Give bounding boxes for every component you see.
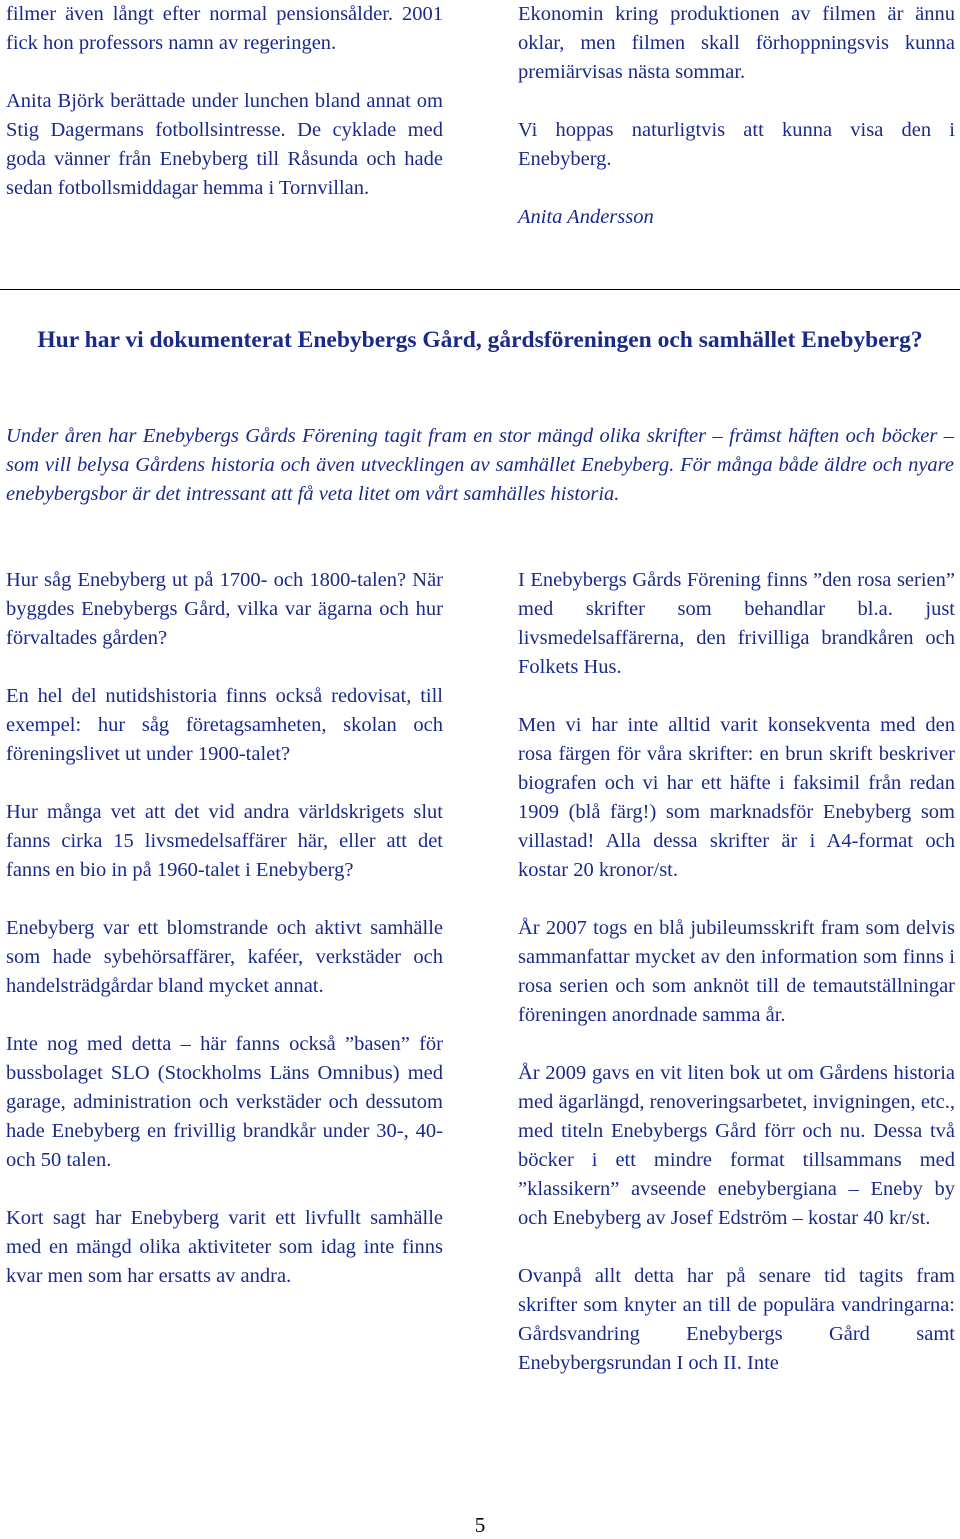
paragraph: Hur många vet att det vid andra världskrigets slut fanns cirka 15 livsmedelsaffärer här, eller att det fanns en bio in på 1960-talet i Enebyberg? [6, 801, 443, 881]
page-number: 5 [474, 1513, 486, 1537]
top-right-column [518, 0, 955, 232]
article-heading: Hur har vi dokumenterat Enebybergs Gård, gårdsföreningen och samhället Enebyberg? [37, 327, 923, 353]
author-signature: Anita Andersson [518, 206, 654, 228]
article-left-column [6, 566, 443, 1291]
article-intro: Under åren har Enebybergs Gårds Förening tagit fram en stor mängd olika skrifter – främst häften och böcker – som vill belysa Gårdens historia och även utvecklingen av samhället Enebyberg. För många både äldre och nyare enebybergsbor är det intressant att få veta litet om vårt samhälles historia. [6, 425, 954, 505]
paragraph: Kort sagt har Enebyberg varit ett livfullt samhälle med en mängd olika aktiviteter som idag inte finns kvar men som har ersatts av andra. [6, 1207, 443, 1287]
paragraph: Men vi har inte alltid varit konsekventa med den rosa färgen för våra skrifter: en brun skrift beskriver biografen och vi har ett häfte i faksimil från redan 1909 (blå färg!) som marknadsför Enebyberg som villastad! Alla dessa skrifter är i A4-format och kostar 20 kronor/st. [518, 714, 955, 881]
article-right-column [518, 566, 955, 1378]
paragraph: Hur såg Enebyberg ut på 1700- och 1800-talen? När byggdes Enebybergs Gård, vilka var ägarna och hur förvaltades gården? [6, 569, 443, 649]
paragraph: År 2007 togs en blå jubileumsskrift fram som delvis sammanfattar mycket av den information som finns i rosa serien och som anknöt till de temautställningar föreningen anordnade samma år. [518, 917, 955, 1026]
paragraph: Vi hoppas naturligtvis att kunna visa den i Enebyberg. [518, 119, 955, 170]
paragraph: Ovanpå allt detta har på senare tid tagits fram skrifter som knyter an till de populära vandringarna: Gårdsvandring Enebybergs Gård samt Enebybergsrundan I och II. Inte [518, 1265, 955, 1374]
paragraph: Inte nog med detta – här fanns också ”basen” för bussbolaget SLO (Stockholms Läns Omnibus) med garage, administration och verkstäder och dessutom hade Enebyberg en frivillig brandkår under 30-, 40- och 50 talen. [6, 1033, 443, 1171]
paragraph: Anita Björk berättade under lunchen bland annat om Stig Dagermans fotbollsintresse. De cyklade med goda vänner från Enebyberg till Råsunda och hade sedan fotbollsmiddagar hemma i Tornvillan. [6, 90, 443, 199]
paragraph: I Enebybergs Gårds Förening finns ”den rosa serien” med skrifter som behandlar bl.a. just livsmedelsaffärerna, den frivilliga brandkåren och Folkets Hus. [518, 569, 955, 678]
paragraph: År 2009 gavs en vit liten bok ut om Gårdens historia med ägarlängd, renoveringsarbetet, invigningen, etc., med titeln Enebybergs Gård förr och nu. Dessa två böcker i ett mindre format tillsammans med ”klassikern” avseende enebybergiana – Eneby by och Enebyberg av Josef Edström – kostar 40 kr/st. [518, 1062, 955, 1229]
paragraph: En hel del nutidshistoria finns också redovisat, till exempel: hur såg företagsamheten, skolan och föreningslivet ut under 1900-talet? [6, 685, 443, 765]
paragraph: filmer även långt efter normal pensionsålder. 2001 fick hon professors namn av regeringen. [6, 3, 443, 54]
paragraph: Ekonomin kring produktionen av filmen är ännu oklar, men filmen skall förhoppningsvis kunna premiärvisas nästa sommar. [518, 3, 955, 83]
top-left-column [6, 0, 443, 203]
paragraph: Enebyberg var ett blomstrande och aktivt samhälle som hade sybehörsaffärer, kaféer, verkstäder och handelsträdgårdar bland mycket annat. [6, 917, 443, 997]
section-divider [0, 289, 960, 290]
